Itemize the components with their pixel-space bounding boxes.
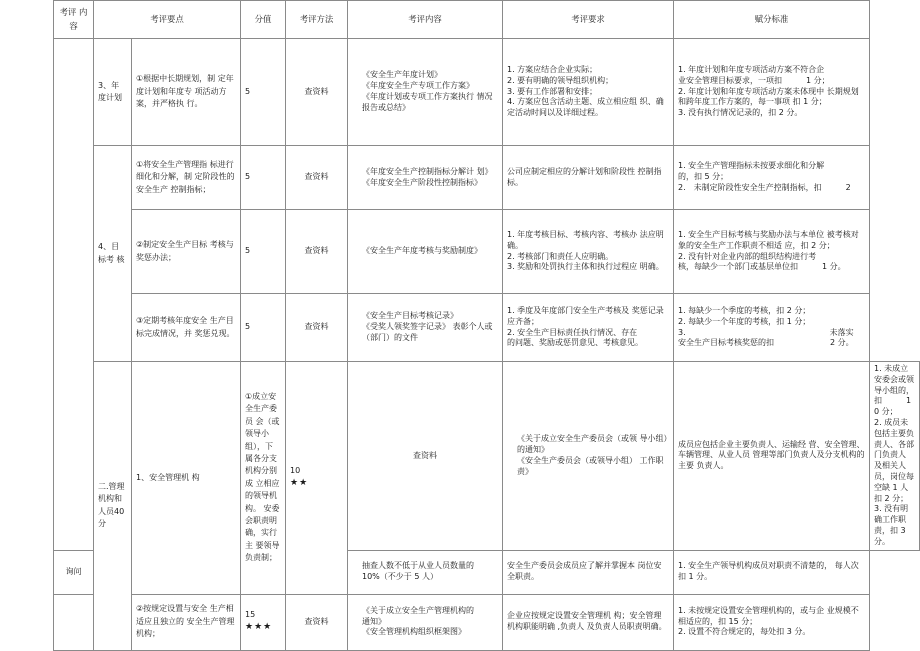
header-points: 考评要点 xyxy=(94,1,241,39)
point-cell: ②制定安全生产目标 考核与奖惩办法； xyxy=(132,210,241,294)
requirement-line: 成员应包括企业主要负责人、运输经 营、安全管理、车辆管理、从业人员 管理等部门负责人及分支机构的主要 负责人。 xyxy=(678,439,865,471)
standard-line: 1. 年度计划和年度专项活动方案不符合企 xyxy=(678,65,825,74)
standard-cell xyxy=(674,210,870,294)
content-cell xyxy=(348,39,503,146)
content-line: 通知》 xyxy=(362,616,386,626)
requirement-cell xyxy=(674,362,870,551)
standard-line: 2. 设置不符合规定的，每处扣 3 分。 xyxy=(678,627,811,637)
method-cell: 查资料 xyxy=(348,362,503,551)
safety-assessment-table xyxy=(53,0,920,651)
subcategory-year-plan: 3、年 度计划 xyxy=(94,39,132,146)
standard-cell xyxy=(674,294,870,362)
content-cell xyxy=(348,550,503,594)
assessment-table-page xyxy=(53,0,920,651)
content-line: 《安全生产委员会（或领导小组） 工作职责》 xyxy=(517,455,664,476)
standard-line: 3. 没有执行情况记录的，扣 2 分。 xyxy=(678,108,803,118)
content-line: 《安全生产目标考核记录》 xyxy=(362,311,458,321)
standard-cell xyxy=(870,362,920,551)
score-cell: 5 xyxy=(241,146,286,210)
standard-line: 1. 未按规定设置安全管理机构的，或与企 业规模不相适应的，扣 15 分； xyxy=(678,605,859,626)
point-cell: ①将安全生产管理指 标进行细化和分解，制 定阶段性的安全生产 控制指标； xyxy=(132,146,241,210)
content-line: 《受奖人领奖签字记录》 表彰个人或 xyxy=(362,322,493,332)
category-cell-empty xyxy=(54,39,94,551)
requirement-line: 企业应按规定设置安全管理机 构；安全管理机构职能明确 ,负责人 及负责人员职责明确。 xyxy=(507,611,667,632)
requirement-line: 公司应制定相应的分解计划和阶段性 控制指标。 xyxy=(507,166,662,187)
content-line: 《安全生产年度考核与奖励制度》 xyxy=(362,246,482,256)
content-cell xyxy=(348,146,503,210)
method-cell: 查资料 xyxy=(286,294,348,362)
standard-line: 安全生产目标考核奖惩的扣 2 分。 xyxy=(678,338,854,348)
table-row xyxy=(54,146,920,210)
point-cell: ②按规定设置与安全 生产相适应且独立的 安全生产管理机构； xyxy=(132,594,241,650)
table-row xyxy=(54,210,920,294)
method-cell: 查资料 xyxy=(286,39,348,146)
header-requirement: 考评要求 xyxy=(503,1,674,39)
requirement-cell xyxy=(503,550,674,594)
point-cell: ①成立安全生产委员 会（或领导小组），下 属各分支机构分别成 立相应的领导机构。 安委会职责明确，实行主 要领导负责制； xyxy=(241,362,286,595)
content-line: 《安全管理机构组织框架图》 xyxy=(362,627,466,637)
content-line: 《年度安全生产专项工作方案》 xyxy=(362,81,474,91)
header-category: 考评 内容 xyxy=(54,1,94,39)
requirement-line: 安全生产委员会成员应了解并掌握本 岗位安全职责。 xyxy=(507,561,662,582)
header-method: 考评方法 xyxy=(286,1,348,39)
requirement-cell xyxy=(503,594,674,650)
standard-cell xyxy=(674,39,870,146)
content-line: 《安全生产年度计划》 xyxy=(362,70,442,80)
score-cell: 5 xyxy=(241,39,286,146)
standard-line: 2. 年度计划和年度专项活动方案未体现中 长期规划和跨年度工作方案的，每一事项 扣 1 分； xyxy=(678,86,859,107)
content-cell xyxy=(348,594,503,650)
method-cell: 询问 xyxy=(54,550,94,594)
header-score: 分值 xyxy=(241,1,286,39)
standard-line: 1. 安全生产领导机构成员对职责不清楚的， 每人次扣 1 分。 xyxy=(678,561,859,582)
standard-line: 1. 安全生产管理指标未按要求细化和分解 xyxy=(678,161,825,171)
content-line: 《年度计划或专项工作方案执行 情况报告或总结》 xyxy=(362,92,493,112)
requirement-line: 1. 年度考核目标、考核内容、考核办 法应明确。 xyxy=(507,229,664,250)
standard-cell xyxy=(674,550,870,594)
score-cell: 5 xyxy=(241,210,286,294)
method-cell: 查资料 xyxy=(286,594,348,650)
standard-line: 核，每缺少一个部门或基层单位扣 1 分。 xyxy=(678,262,846,272)
requirement-line: 的问题、奖励或惩罚意见、考核意见。 xyxy=(507,338,643,348)
score-cell xyxy=(286,362,348,595)
content-line: 10%（不少于 5 人） xyxy=(362,572,438,582)
standard-line: 1. 安全生产目标考核与奖励办法与本单位 被考核对象的安全生产工作职责不相适 应，扣 2 分； xyxy=(678,229,859,250)
standard-line: 2. 没有针对企业内部的组织结构进行考 xyxy=(678,251,817,261)
requirement-cell xyxy=(503,210,674,294)
requirement-line: 1. 方案应结合企业实际； xyxy=(507,65,598,74)
requirement-line: 2. 安全生产目标责任执行情况、存在 xyxy=(507,327,638,337)
subcategory-org: 1、安全管理机 构 xyxy=(132,362,241,595)
content-line: 《关于成立安全生产管理机构的 xyxy=(362,605,474,615)
method-cell: 查资料 xyxy=(286,146,348,210)
header-content: 考评内容 xyxy=(348,1,503,39)
requirement-line: 2. 考核部门和责任人应明确。 xyxy=(507,251,614,261)
content-line: 《关于成立安全生产委员会（或领 导小组）的通知》 xyxy=(517,434,668,454)
requirement-line: 3. 奖励和处罚执行主体和执行过程应 明确。 xyxy=(507,262,664,272)
method-cell: 查资料 xyxy=(286,210,348,294)
content-line: 《年度安全生产阶段性控制指标》 xyxy=(362,177,482,187)
standard-line: 1. 未成立安委会或领导小组的，扣 10 分； xyxy=(874,364,914,417)
content-line: （部门）的文件 xyxy=(362,332,418,342)
requirement-line: 1. 季度及年度部门安全生产考核及 奖惩记录应齐备； xyxy=(507,305,664,326)
standard-line: 2. 成员未包括主要负责人、各部门负责人 及相关人员，岗位每空缺 1 人扣 2 分； xyxy=(874,417,914,503)
star-rating: ★★ xyxy=(290,478,309,488)
standard-cell xyxy=(674,594,870,650)
content-line: 《年度安全生产控制指标分解计 划》 xyxy=(362,166,493,176)
standard-cell xyxy=(674,146,870,210)
subcategory-target: 4、目 标考 核 xyxy=(94,146,132,362)
standard-line: 3. 没有明确工作职责，扣 3 分。 xyxy=(874,504,909,546)
star-rating: ★★★ xyxy=(245,622,273,633)
requirement-cell xyxy=(503,294,674,362)
standard-line: 2. 每缺少一个年度的考核，扣 1 分； xyxy=(678,316,811,326)
requirement-cell xyxy=(503,146,674,210)
score-value: 15 xyxy=(245,609,256,619)
header-standard: 赋分标准 xyxy=(674,1,870,39)
score-cell: 5 xyxy=(241,294,286,362)
table-row xyxy=(54,594,920,650)
content-cell xyxy=(348,294,503,362)
score-cell xyxy=(241,594,286,650)
standard-line: 的，扣 5 分； xyxy=(678,172,729,182)
standard-line: 1. 每缺少一个季度的考核，扣 2 分； xyxy=(678,305,811,315)
point-cell: ①根据中长期规划，制 定年度计划和年度专 项活动方案，并严格执 行。 xyxy=(132,39,241,146)
content-cell xyxy=(503,362,674,551)
category-management: 二.管理机构和人员40分 xyxy=(94,362,132,651)
content-line: 抽查人数不低于从业人员数量的 xyxy=(362,561,474,571)
standard-line: 业安全管理目标要求，一项扣 1 分； xyxy=(678,75,830,85)
requirement-line: 3. 要有工作部署和安排； xyxy=(507,86,598,96)
table-row xyxy=(54,294,920,362)
subcategory-empty xyxy=(54,594,94,650)
requirement-line: 4. 方案应包含活动主题、成立相应组 织、确定活动时间以及详细过程。 xyxy=(507,97,664,118)
point-cell: ③定期考核年度安全 生产目标完成情况，并 奖惩兑现。 xyxy=(132,294,241,362)
requirement-line: 2. 要有明确的领导组织机构； xyxy=(507,75,614,85)
content-cell xyxy=(348,210,503,294)
table-header-row xyxy=(54,1,920,39)
table-row xyxy=(54,39,920,146)
standard-line: 3. 未落实 xyxy=(678,327,854,337)
requirement-cell xyxy=(503,39,674,146)
table-row xyxy=(54,362,920,551)
score-value: 10 xyxy=(290,465,301,475)
standard-line: 2. 未制定阶段性安全生产控制指标，扣 2 xyxy=(678,182,851,192)
